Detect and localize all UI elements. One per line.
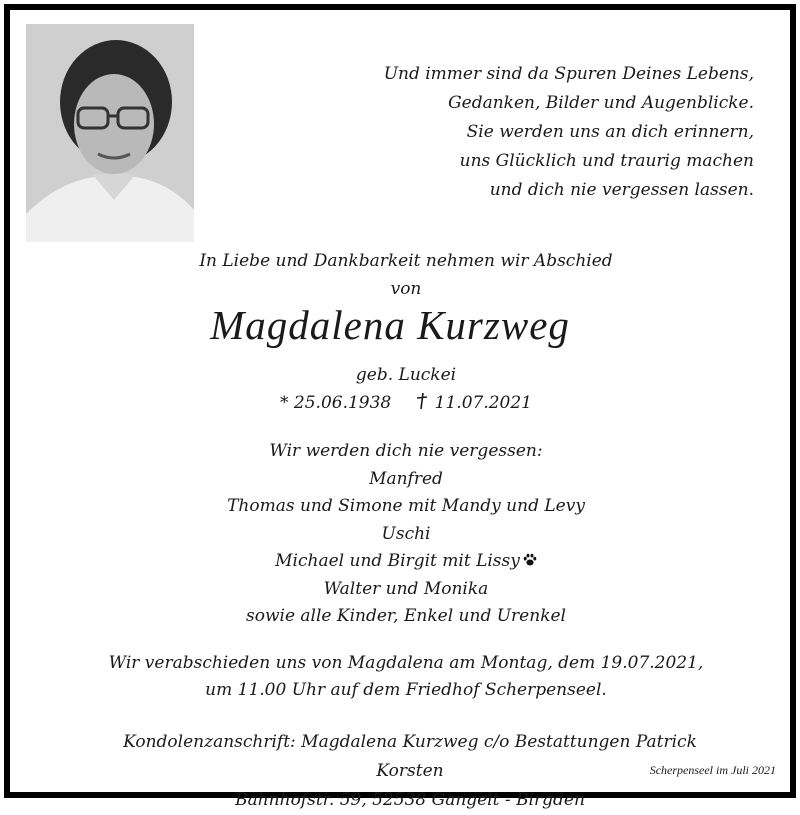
notice-frame <box>4 4 796 810</box>
service-line: um 11.00 Uhr auf dem Friedhof Scherpenseel. <box>205 680 607 700</box>
mourners-list <box>10 438 800 631</box>
maiden-name: geb. Luckei <box>355 365 457 385</box>
mourner-line: Uschi <box>381 523 431 544</box>
mourner-line: Thomas und Simone mit Mandy und Levy <box>227 496 585 516</box>
death-date: 11.07.2021 <box>434 393 532 413</box>
funeral-service-info <box>10 650 800 704</box>
quote-line: Sie werden uns an dich erinnern, <box>466 122 754 142</box>
intro-line: In Liebe und Dankbarkeit nehmen wir Abschied <box>199 251 613 271</box>
mourner-line-text: Michael und Birgit mit Lissy <box>275 551 520 571</box>
quote-line: uns Glücklich und traurig machen <box>459 151 754 171</box>
paw-icon <box>523 553 537 567</box>
mourner-line: Walter und Monika <box>323 578 489 599</box>
portrait-image <box>26 24 194 242</box>
deceased-name: Magdalena Kurzweg <box>210 302 570 348</box>
mourners-heading: Wir werden dich nie vergessen: <box>269 441 543 461</box>
quote-line: und dich nie vergessen lassen. <box>489 180 754 200</box>
von-line: von <box>390 279 422 299</box>
life-dates <box>10 392 800 414</box>
place-date: Scherpenseel im Juli 2021 <box>649 763 776 777</box>
address-line: Bahnhofstr. 59, 52538 Gangelt - Birgden <box>235 790 585 810</box>
mourner-line: Manfred <box>369 468 443 489</box>
quote-line: Gedanken, Bilder und Augenblicke. <box>448 93 754 113</box>
mourner-line: sowie alle Kinder, Enkel und Urenkel <box>246 606 566 626</box>
birth-date: * 25.06.1938 <box>280 393 392 413</box>
service-line: Wir verabschieden uns von Magdalena am Montag, dem 19.07.2021, <box>108 653 704 673</box>
quote-verse <box>334 60 754 205</box>
mourner-line <box>10 548 800 576</box>
portrait-photo <box>26 24 194 242</box>
address-line: Kondolenzanschrift: Magdalena Kurzweg c/o Bestattungen Patrick Korsten <box>123 732 697 781</box>
cross-icon <box>415 392 429 410</box>
quote-line: Und immer sind da Spuren Deines Lebens, <box>383 64 754 84</box>
